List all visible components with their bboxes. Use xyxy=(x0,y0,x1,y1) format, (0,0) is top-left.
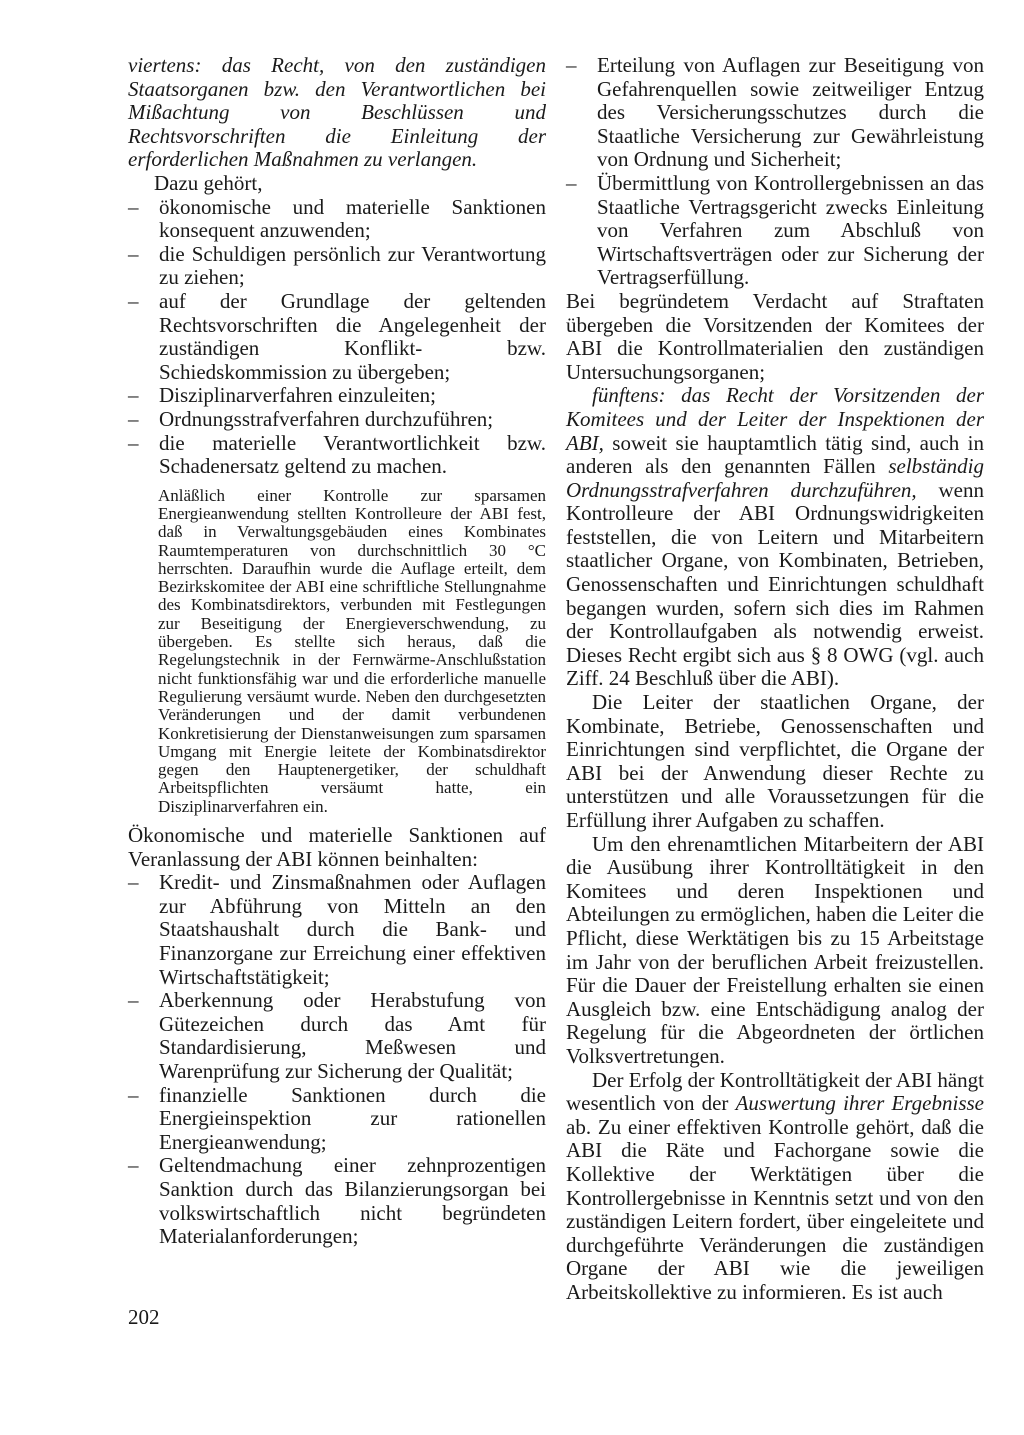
right-column xyxy=(566,54,984,1304)
list-item: – auf der Grundlage der geltenden Rechtsvorschriften die Angelegenheit der zuständigen Konflikt- bzw. Schiedskommission zu übergeben; xyxy=(128,290,546,384)
list-item: – Aberkennung oder Herabstufung von Gütezeichen durch das Amt für Standardisierung, Meßwesen und Warenprüfung zur Sicherung der Qualität; xyxy=(128,989,546,1083)
straftaten-paragraph: Bei begründetem Verdacht auf Straftaten übergeben die Vorsitzenden der Komitees der ABI die Kontrollmaterialien den zuständigen Untersuchungsorganen; xyxy=(566,288,984,384)
leiter-paragraph: Die Leiter der staatlichen Organe, der Kombinate, Betriebe, Genossenschaften und Einrichtungen sind verpflichtet, die Organe der ABI bei der Anwendung dieser Rechte zu unterstützen und alle Voraussetzungen für die Erfüllung ihrer Aufgaben zu schaffen. xyxy=(566,690,984,832)
example-text: Anläßlich einer Kontrolle zur sparsamen Energieanwendung stellten Kontrolleure der ABI fest, daß in Verwaltungsgebäuden eines Kombinates Raumtemperaturen von durchschnittlich 30 °C herrschten. Daraufhin wurde die Auflage erteilt, dem Bezirkskomitee der ABI eine schriftliche Stellungnahme des Kombinatsdirektors, verbunden mit Festlegungen zur Beseitigung der Energieverschwendung, zu übergeben. Es stellte sich heraus, daß die Regelungstechnik in der Fernwärme-Anschlußstation nicht funktionsfähig war und die erforderliche manuelle Regulierung versäumt wurde. Neben den durchgesetzten Veränderungen und der damit verbundenen Konkretisierung der Dienstanweisungen zum sparsamen Umgang mit Energie leitete der Kombinatsdirektor gegen den Hauptenergetiker, der schuldhaft Arbeitspflichten versäumt hatte, ein Disziplinarverfahren ein. xyxy=(158,485,546,816)
example-box xyxy=(158,487,546,816)
erfolg-text-1: Der Erfolg der Kontrolltätigkeit der ABI hängt wesentlich von der xyxy=(566,1067,984,1116)
list-item: – Ordnungsstrafverfahren durchzuführen; xyxy=(128,408,546,432)
fuenftens-paragraph xyxy=(566,384,984,691)
fuenftens-text-2: wenn Kontrolleure der ABI Ordnungswidrigkeiten feststellen, die von Leitern und Mitarbeitern staatlicher Organe, von Kombinaten, Betrieben, Genossenschaften und Einrichtungen schuldhaft begangen wurden, sofern sich dies im Rahmen der Kontrollaufgaben als notwendig erweist. Dieses Recht ergibt sich aus § 8 OWG (vgl. auch Ziff. 24 Beschluß über die ABI). xyxy=(566,477,984,691)
continued-list xyxy=(566,54,984,290)
erfolg-text-2: ab. Zu einer effektiven Kontrolle gehört, daß die ABI die Räte und Fachorgane sowie die Kollektive der Werktätigen über die Kontrollergebnisse in Kenntnis setzt und von den zuständigen Leitern fordert, über eingeleitete und durchgeführte Veränderungen die zuständigen Organe der ABI wie die jeweiligen Arbeitskollektive zu informieren. Es ist auch xyxy=(566,1114,984,1304)
fuenftens-italic-2: selbständig Ordnungsstrafverfahren durchzuführen, xyxy=(566,454,984,502)
list-item: – ökonomische und materielle Sanktionen konsequent anzuwenden; xyxy=(128,196,546,243)
ehrenamtlich-paragraph: Um den ehrenamtlichen Mitarbeitern der ABI die Ausübung ihrer Kontrolltätigkeit in den Komitees und deren Inspektionen und Abteilungen zu ermöglichen, haben die Leiter die Pflicht, diese Werktätigen bis zu 15 Arbeitstage im Jahr von der beruflichen Arbeit freizustellen. Für die Dauer der Freistellung erhalten sie einen Ausgleich bzw. eine Entschädigung analog der Regelung für die Abgeordneten der örtlichen Volksvertretungen. xyxy=(566,831,984,1068)
page-number: 202 xyxy=(128,1305,160,1329)
left-column xyxy=(128,54,546,1249)
erfolg-paragraph xyxy=(566,1069,984,1305)
erfolg-italic: Auswertung ihrer Ergebnisse xyxy=(735,1091,984,1116)
list-item: – Kredit- und Zinsmaßnahmen oder Auflagen zur Abführung von Mitteln an den Staatshaushalt durch die Bank- und Finanzorgane zur Erreichung einer effektiven Wirtschaftstätigkeit; xyxy=(128,871,546,989)
list-item: – Geltendmachung einer zehnprozentigen Sanktion durch das Bilanzierungsorgan bei volkswirtschaftlich nicht begründeten Materialanforderungen; xyxy=(128,1154,546,1248)
fuenftens-text-1: soweit sie hauptamtlich tätig sind, auch in anderen als den genannten Fällen xyxy=(566,430,984,479)
sanctions-list xyxy=(128,871,546,1249)
dazu-gehoert: Dazu gehört, xyxy=(154,170,263,195)
list-item: – Erteilung von Auflagen zur Beseitigung von Gefahrenquellen sowie zeitweiliger Entzug des Versicherungsschutzes durch die Staatliche Versicherung zur Gewährleistung von Ordnung und Sicherheit; xyxy=(566,54,984,172)
list-item: – finanzielle Sanktionen durch die Energieinspektion zur rationellen Energieanwendung; xyxy=(128,1084,546,1155)
viertens-paragraph: viertens: das Recht, von den zuständigen Staatsorganen bzw. den Verantwortlichen bei Mißachtung von Beschlüssen und Rechtsvorschriften die Einleitung der erforderlichen Maßnahmen zu verlangen. xyxy=(128,53,546,172)
list-item: – Übermittlung von Kontrollergebnissen an das Staatliche Vertragsgericht zwecks Einleitung von Verfahren zum Abschluß von Wirtschaftsverträgen oder zur Sicherung der Vertragserfüllung. xyxy=(566,172,984,290)
list-item: – die materielle Verantwortlichkeit bzw. Schadenersatz geltend zu machen. xyxy=(128,432,546,479)
list-item: – Disziplinarverfahren einzuleiten; xyxy=(128,384,546,408)
list-item: – die Schuldigen persönlich zur Verantwortung zu ziehen; xyxy=(128,243,546,290)
measures-list xyxy=(128,196,546,479)
fuenftens-italic: fünftens: das Recht der Vorsitzenden der Komitees und der Leiter der Inspektionen der ABI, xyxy=(566,383,984,455)
sanctions-intro: Ökonomische und materielle Sanktionen auf Veranlassung der ABI können beinhalten: xyxy=(128,823,546,871)
